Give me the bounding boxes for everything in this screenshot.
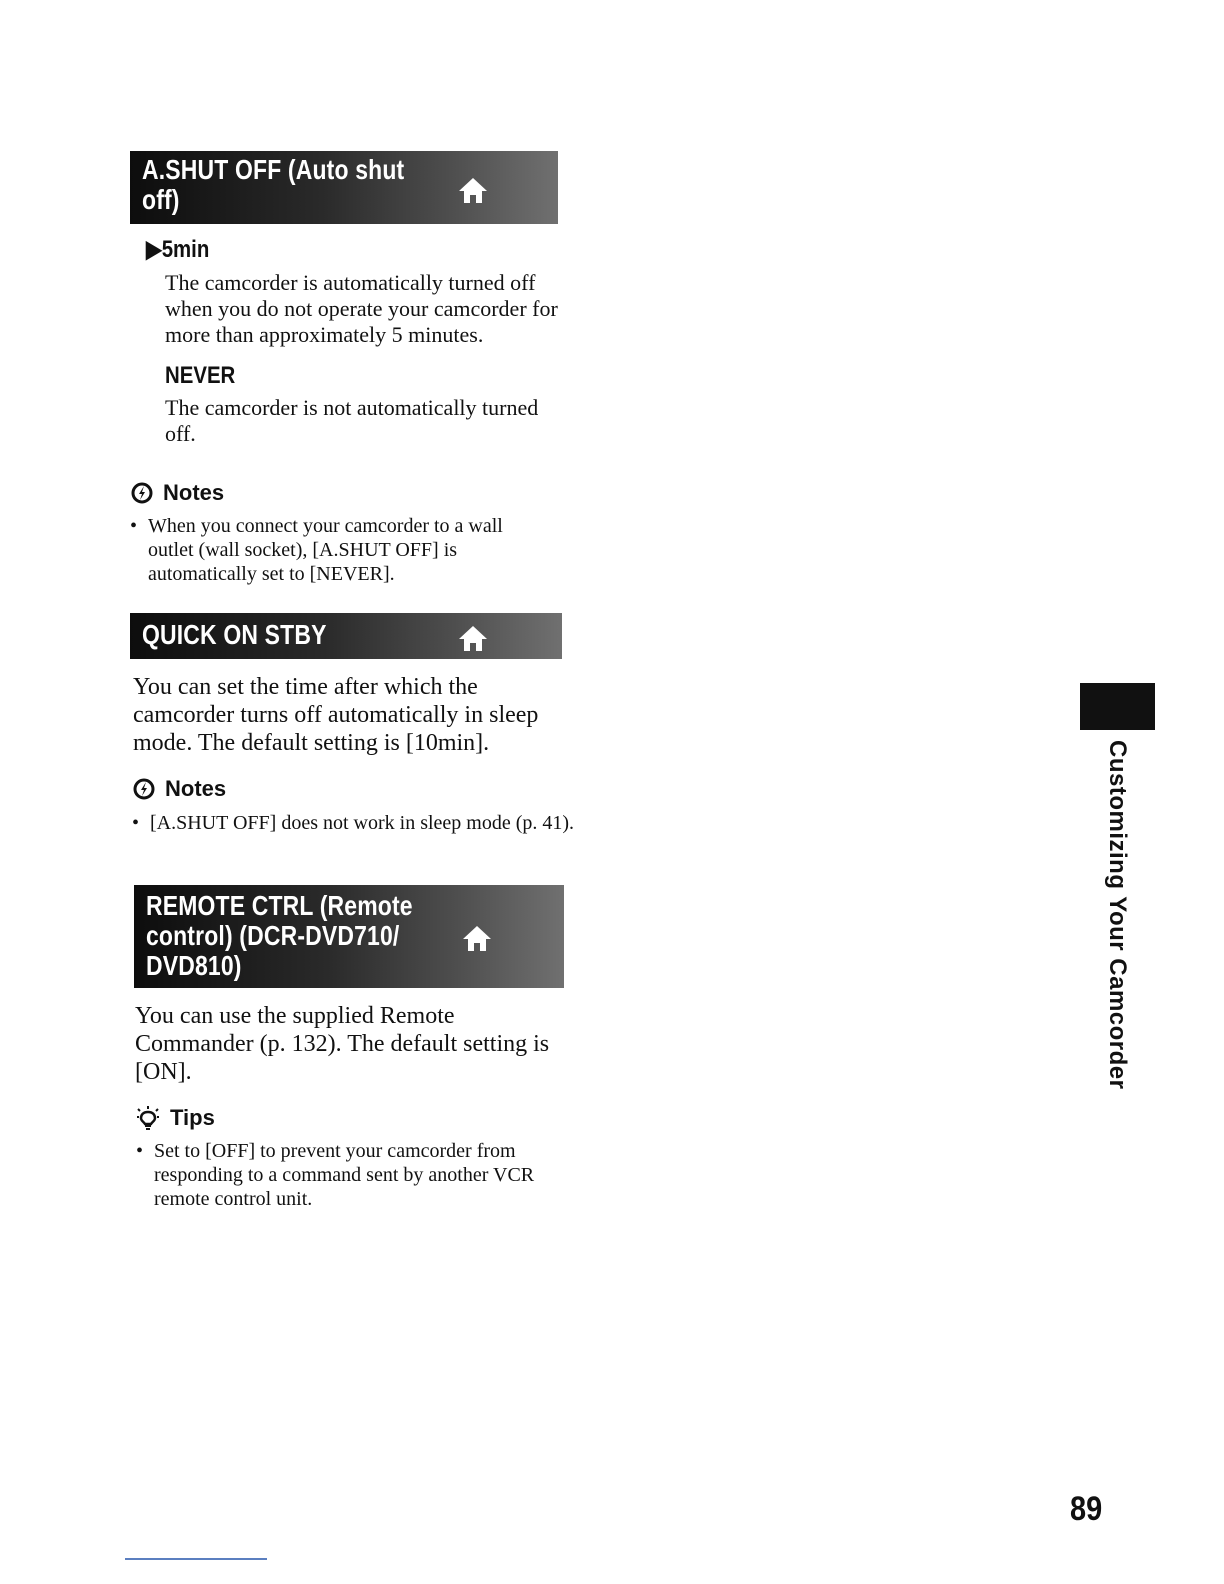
notes-label-shutoff: Notes [163,480,225,505]
home-icon [456,175,490,205]
side-tab-marker [1080,683,1155,730]
home-icon [456,623,490,653]
section-header-quick [130,613,562,659]
notes-heading-quick [133,776,226,802]
quick-body: You can set the time after which the camcorder turns off automatically in sleep mode. The default setting is [10min]. [133,674,539,756]
note-item-quick: • [A.SHUT OFF] does not work in sleep mode (p. 41). [132,811,580,835]
section-title-quick: QUICK ON STBY [142,619,327,650]
footer-divider [125,1558,267,1560]
page-number: 89 [1070,1490,1103,1528]
note-item-shutoff: • When you connect your camcorder to a wall outlet (wall socket), [A.SHUT OFF] is automatically set to [NEVER]. [130,514,548,586]
home-icon [460,923,494,953]
notes-heading-shutoff [131,480,224,506]
remote-body: You can use the supplied Remote Commander (p. 132). The default setting is [ON]. [135,1003,550,1085]
notes-label-quick: Notes [165,776,227,801]
option-label-5min: ▶5min [146,236,210,263]
section-title-remote: REMOTE CTRL (Remote control) (DCR-DVD710/ DVD810) [146,890,413,981]
tips-icon [136,1105,160,1131]
section-header-remote [134,885,564,988]
tips-label-remote: Tips [170,1105,215,1130]
side-tab-label: Customizing Your Camcorder [1104,740,1131,1090]
notes-icon [131,482,153,504]
tip-item-remote: • Set to [OFF] to prevent your camcorder from responding to a command sent by another VCR remote control unit. [136,1139,584,1211]
notes-icon [133,778,155,800]
tips-heading-remote [136,1105,215,1131]
section-header-shutoff [130,151,558,224]
option-label-never: NEVER [165,362,236,389]
option-desc-never: The camcorder is not automatically turned off. [165,395,539,446]
option-desc-5min: The camcorder is automatically turned off when you do not operate your camcorder for more than approximately 5 minutes. [165,270,558,347]
section-title-shutoff: A.SHUT OFF (Auto shut off) [142,154,405,215]
